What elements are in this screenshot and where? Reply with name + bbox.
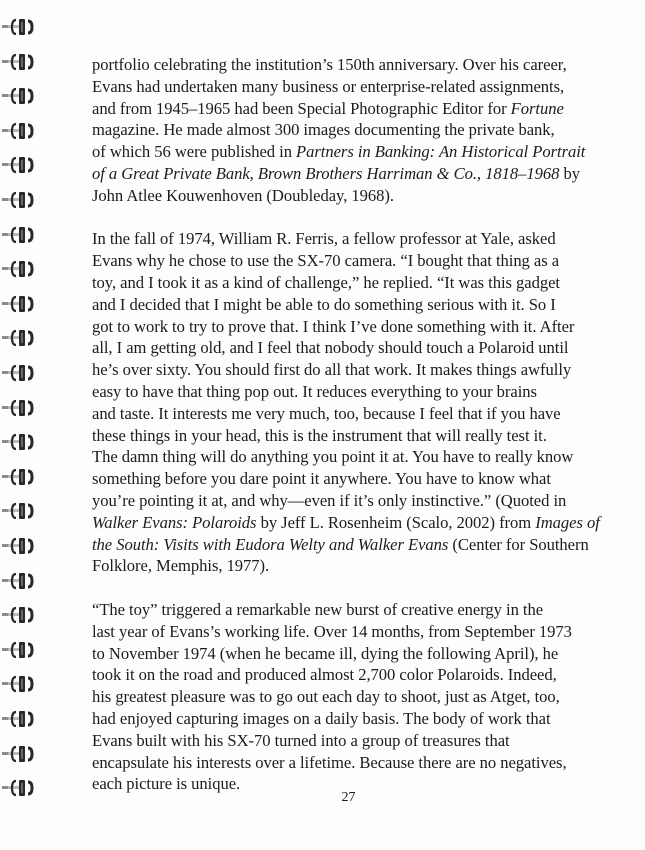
text-line [92,708,612,730]
text-line [92,490,612,512]
text-segment: “The toy” triggered a remarkable new burst of creative energy in the [92,599,544,619]
italic-title-text: of a Great Private Bank, Brown Brothers Harriman & Co., 1818–1968 [92,163,560,183]
spiral-coil-icon [2,189,40,211]
paragraph-2 [92,228,612,577]
text-line [92,141,612,163]
spiral-coil-icon [2,431,40,453]
text-segment: to November 1974 (when he became ill, dying the following April), he [92,643,559,663]
text-line [92,119,612,141]
text-segment: something before you dare point it anywhere. You have to know what [92,469,551,489]
text-line [92,534,612,556]
spiral-coil-icon [2,154,40,176]
text-line [92,468,612,490]
text-segment: and taste. It interests me very much, too, because I feel that if you have [92,403,561,423]
text-line [92,381,612,403]
spiral-coil-icon [2,85,40,107]
spiral-coil-icon [2,397,40,419]
spiral-coil-icon [2,51,40,73]
text-segment: each picture is unique. [92,774,241,794]
spiral-coil-icon [2,708,40,730]
spiral-coil-icon [2,327,40,349]
text-line [92,599,612,621]
text-line [92,272,612,294]
italic-title-text: Fortune [510,98,564,118]
text-line [92,664,612,686]
text-segment: magazine. He made almost 300 images documenting the private bank, [92,120,555,140]
spiral-coil-icon [2,639,40,661]
italic-title-text: Partners in Banking: An Historical Portrait [296,142,586,162]
italic-title-text: Images of [535,512,600,532]
text-segment: his greatest pleasure was to go out each day to shoot, just as Atget, too, [92,687,560,707]
text-segment: had enjoyed capturing images on a daily basis. The body of work that [92,708,551,728]
text-segment: easy to have that thing pop out. It reduces everything to your brains [92,381,537,401]
text-segment: Evans had undertaken many business or enterprise-related assignments, [92,76,565,96]
text-line [92,250,612,272]
page-number: 27 [341,790,356,805]
text-line [92,643,612,665]
spiral-coil-icon [2,604,40,626]
text-segment: Folklore, Memphis, 1977). [92,556,270,576]
text-segment: toy, and I took it as a kind of challenge,” he replied. “It was this gadget [92,272,560,292]
text-line [92,228,612,250]
text-segment: (Center for Southern [448,534,589,554]
text-segment: he’s over sixty. You should first do all that work. It makes things awfully [92,360,572,380]
text-line [92,555,612,577]
text-line [92,337,612,359]
paragraph-3 [92,599,612,795]
text-segment: Evans why he chose to use the SX-70 camera. “I bought that thing as a [92,251,560,271]
text-line [92,730,612,752]
text-segment: all, I am getting old, and I feel that nobody should touch a Polaroid until [92,338,569,358]
italic-title-text: Walker Evans: Polaroids [92,512,257,532]
spiral-coil-icon [2,224,40,246]
text-segment: and I decided that I might be able to do something serious with it. So I [92,294,556,314]
text-line [92,403,612,425]
text-segment: encapsulate his interests over a lifetime. Because there are no negatives, [92,752,567,772]
text-segment: got to work to try to prove that. I think I’ve done something with it. After [92,316,575,336]
text-segment: portfolio celebrating the institution’s 150th anniversary. Over his career, [92,55,567,74]
text-segment: last year of Evans’s working life. Over 14 months, from September 1973 [92,621,572,641]
text-segment: of which 56 were published in [92,142,297,162]
spiral-coil-icon [2,466,40,488]
text-segment: by Jeff L. Rosenheim (Scalo, 2002) from [256,512,536,532]
text-segment: Evans built with his SX-70 turned into a group of treasures that [92,730,510,750]
text-line [92,752,612,774]
paragraph-1 [92,54,612,207]
text-line [92,446,612,468]
body-text [92,54,612,795]
text-line [92,316,612,338]
spiral-coil-icon [2,743,40,765]
spiral-coil-icon [2,362,40,384]
text-line [92,163,612,185]
spiral-coil-icon [2,500,40,522]
text-line [92,621,612,643]
text-line [92,425,612,447]
text-segment: The damn thing will do anything you point it at. You have to really know [92,447,574,467]
text-line [92,294,612,316]
spiral-coil-icon [2,293,40,315]
text-segment: and from 1945–1965 had been Special Photographic Editor for [92,98,511,118]
spiral-coil-icon [2,120,40,142]
text-segment: John Atlee Kouwenhoven (Doubleday, 1968). [92,185,394,205]
text-line [92,185,612,207]
text-segment: In the fall of 1974, William R. Ferris, a fellow professor at Yale, asked [92,229,556,249]
spiral-coil-icon [2,570,40,592]
text-line [92,54,612,76]
text-segment: took it on the road and produced almost 2,700 color Polaroids. Indeed, [92,665,557,685]
italic-title-text: the South: Visits with Eudora Welty and Walker Evans [92,534,449,554]
text-segment: by [559,163,580,183]
text-line [92,512,612,534]
spiral-binding [0,0,44,850]
spiral-coil-icon [2,673,40,695]
spiral-coil-icon [2,258,40,280]
text-line [92,76,612,98]
text-segment: these things in your head, this is the instrument that will really test it. [92,425,547,445]
text-line [92,686,612,708]
spiral-coil-icon [2,535,40,557]
spiral-coil-icon [2,16,40,38]
text-line [92,359,612,381]
text-line [92,98,612,120]
text-segment: you’re pointing it at, and why—even if it’s only instinctive.” (Quoted in [92,490,567,510]
